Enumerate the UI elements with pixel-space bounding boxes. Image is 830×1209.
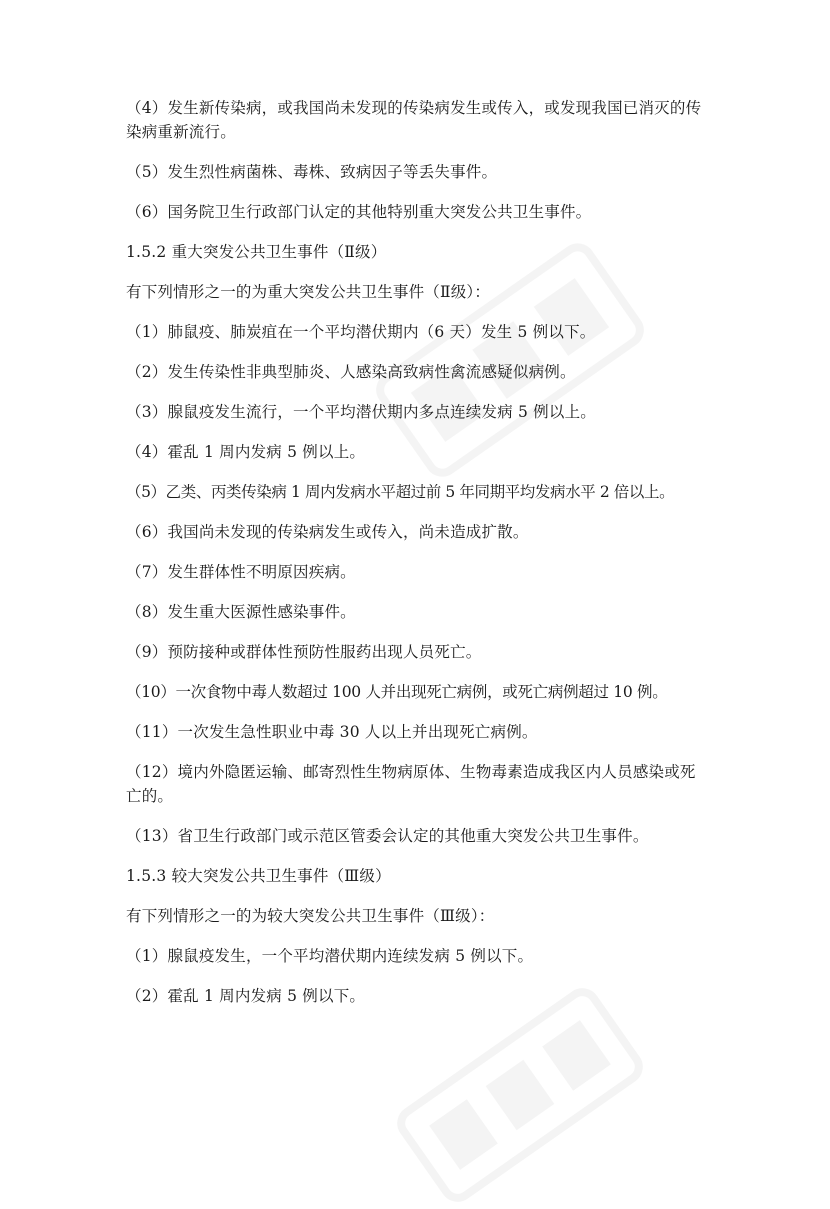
list-item: （12）境内外隐匿运输、邮寄烈性生物病原体、生物毒素造成我区内人员感染或死亡的。 (126, 763, 696, 805)
section-heading-1-5-2: 1.5.2 重大突发公共卫生事件（Ⅱ级） (126, 243, 387, 261)
section-heading-1-5-3: 1.5.3 较大突发公共卫生事件（Ⅲ级） (126, 867, 391, 885)
section-intro-level-3: 有下列情形之一的为较大突发公共卫生事件（Ⅲ级）： (126, 907, 495, 925)
list-item: （10）一次食物中毒人数超过 100 人并出现死亡病例，或死亡病例超过 10 例。 (126, 683, 668, 701)
list-item: （6）我国尚未发现的传染病发生或传入，尚未造成扩散。 (126, 523, 529, 541)
paragraph-item-4-new-disease: （4）发生新传染病，或我国尚未发现的传染病发生或传入，或发现我国已消灭的传染病重新流行。 (126, 99, 702, 141)
list-item: （3）腺鼠疫发生流行，一个平均潜伏期内多点连续发病 5 例以上。 (126, 403, 596, 421)
list-item: （11）一次发生急性职业中毒 30 人以上并出现死亡病例。 (126, 723, 538, 741)
list-item: （1）腺鼠疫发生，一个平均潜伏期内连续发病 5 例以下。 (126, 947, 534, 965)
list-item: （7）发生群体性不明原因疾病。 (126, 563, 356, 581)
list-item: （9）预防接种或群体性预防性服药出现人员死亡。 (126, 643, 482, 661)
list-item: （13）省卫生行政部门或示范区管委会认定的其他重大突发公共卫生事件。 (126, 827, 649, 845)
document-body (126, 96, 706, 1024)
list-item: （2）霍乱 1 周内发病 5 例以下。 (126, 987, 366, 1005)
list-item: （5）乙类、丙类传染病 1 周内发病水平超过前 5 年同期平均发病水平 2 倍以上。 (126, 483, 675, 501)
list-item: （1）肺鼠疫、肺炭疽在一个平均潜伏期内（6 天）发生 5 例以下。 (126, 323, 596, 341)
list-item: （2）发生传染性非典型肺炎、人感染高致病性禽流感疑似病例。 (126, 363, 576, 381)
list-item: （4）霍乱 1 周内发病 5 例以上。 (126, 443, 366, 461)
paragraph-item-6-state-council: （6）国务院卫生行政部门认定的其他特别重大突发公共卫生事件。 (126, 203, 592, 221)
section-intro-level-2: 有下列情形之一的为重大突发公共卫生事件（Ⅱ级）： (126, 283, 491, 301)
paragraph-item-5-strain-loss: （5）发生烈性病菌株、毒株、致病因子等丢失事件。 (126, 163, 498, 181)
list-item: （8）发生重大医源性感染事件。 (126, 603, 356, 621)
